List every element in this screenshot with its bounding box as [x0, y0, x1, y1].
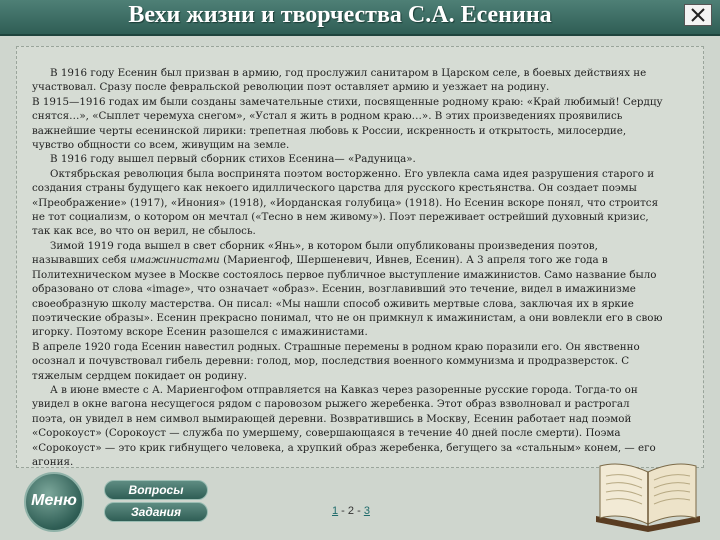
page-link-prev[interactable]: 1	[332, 505, 339, 517]
paragraph: В апреле 1920 года Есенин навестил родных. Страшные перемены в родном краю поразили его. Он явственно осознал и почувствовал гибель деревни: голод, мор, последствия военного коммунизма и продразверсток. С тяжелым сердцем покидает он родину.	[32, 340, 640, 382]
paragraph	[32, 239, 664, 340]
paragraph: В 1916 году вышел первый сборник стихов Есенина— «Радуница».	[50, 153, 416, 166]
close-button[interactable]	[684, 4, 712, 26]
questions-label: Вопросы	[128, 483, 184, 497]
questions-button[interactable]	[104, 480, 208, 500]
paragraph-text: (Мариенгоф, Шершеневич, Ивнев, Есенин). А 3 апреля того же года в Политехническом музее в Москве состоялось первое публичное выступление имажинистов. Само название было образовано от слова «image», что означает «образ». Есенин, возглавивший это течение, видел в имажинизме своеобразную школу мастерства. Он писал: «Мы нашли способ оживить мертвые слова, заключая их в яркие поэтические образы». Есенин прекрасно понимал, что не он примкнул к имажинистам, а они вовлекли его в свою игорку. Поэтому вскоре Есенин разошелся с имажинистами.	[32, 254, 663, 339]
paragraph: А в июне вместе с А. Мариенгофом отправляется на Кавказ через разоренные русские города. Тогда-то он увидел в окне вагона несущегося рядом с паровозом рыжего жеребенка. Этот образ взволновал и растрогал поэта, он увидел в нем символ вымирающей деревни. Возвратившись в Москву, Есенин работает над поэмой «Сорокоуст» (Сорокоуст — служба по умершему, совершающаяся в течение 40 дней после смерти). Поэма «Сорокоуст» — это крик гибнущего человека, а хрупкий образ жеребенка, бегущего за «стальным» конем, — его агония.	[32, 383, 656, 468]
paragraph-text: Зимой 1919 года вышел в свет сборник «Янь», в котором были опубликованы произведения поэтов, называвших себя	[32, 239, 598, 267]
paragraph: В 1916 году Есенин был призван в армию, год прослужил санитаром в Царском селе, в боевых действиях не участвовал. Сразу после февральской революции поэт оставляет армию и уезжает на родину.	[32, 67, 647, 94]
open-book-icon	[592, 456, 704, 532]
close-icon	[691, 8, 705, 22]
page-current: 2	[347, 505, 355, 517]
pagination	[332, 505, 370, 517]
menu-label: Меню	[31, 492, 77, 509]
paragraph: В 1915—1916 годах им были созданы замечательные стихи, посвященные родному краю: «Край любимый! Сердцу снятся…», «Сыплет черемуха снегом», «Устал я жить в родном краю…». В этих произведениях проявились важнейшие черты есенинской лирики: трепетная любовь к России, искренность и открытость, милосердие, чувство общности со всем, живущим на земле.	[32, 95, 663, 152]
article-text	[32, 66, 664, 469]
tasks-label: Задания	[130, 505, 182, 519]
pager-separator: -	[354, 505, 364, 517]
italic-term: имажинистами	[129, 254, 220, 267]
pager-separator: -	[338, 505, 348, 517]
page-title: Вехи жизни и творчества С.А. Есенина	[128, 2, 552, 28]
tasks-button[interactable]	[104, 502, 208, 522]
title-bar	[0, 0, 720, 36]
page-link-next[interactable]: 3	[363, 505, 370, 517]
menu-button[interactable]	[24, 472, 84, 532]
paragraph: Октябрьская революция была воспринята поэтом восторженно. Его увлекла сама идея разрушения старого и создания страны будущего как некоего идиллического царства для русского крестьянства. Он создает поэмы «Преображение» (1917), «Инония» (1918), «Иорданская голубица» (1918). Но Есенин вскоре понял, что строится не тот социализм, о котором он мечтал («Тесно в нем живому»). Поэт переживает острейший духовный кризис, так как все, во что он верил, не сбылось.	[32, 167, 659, 238]
